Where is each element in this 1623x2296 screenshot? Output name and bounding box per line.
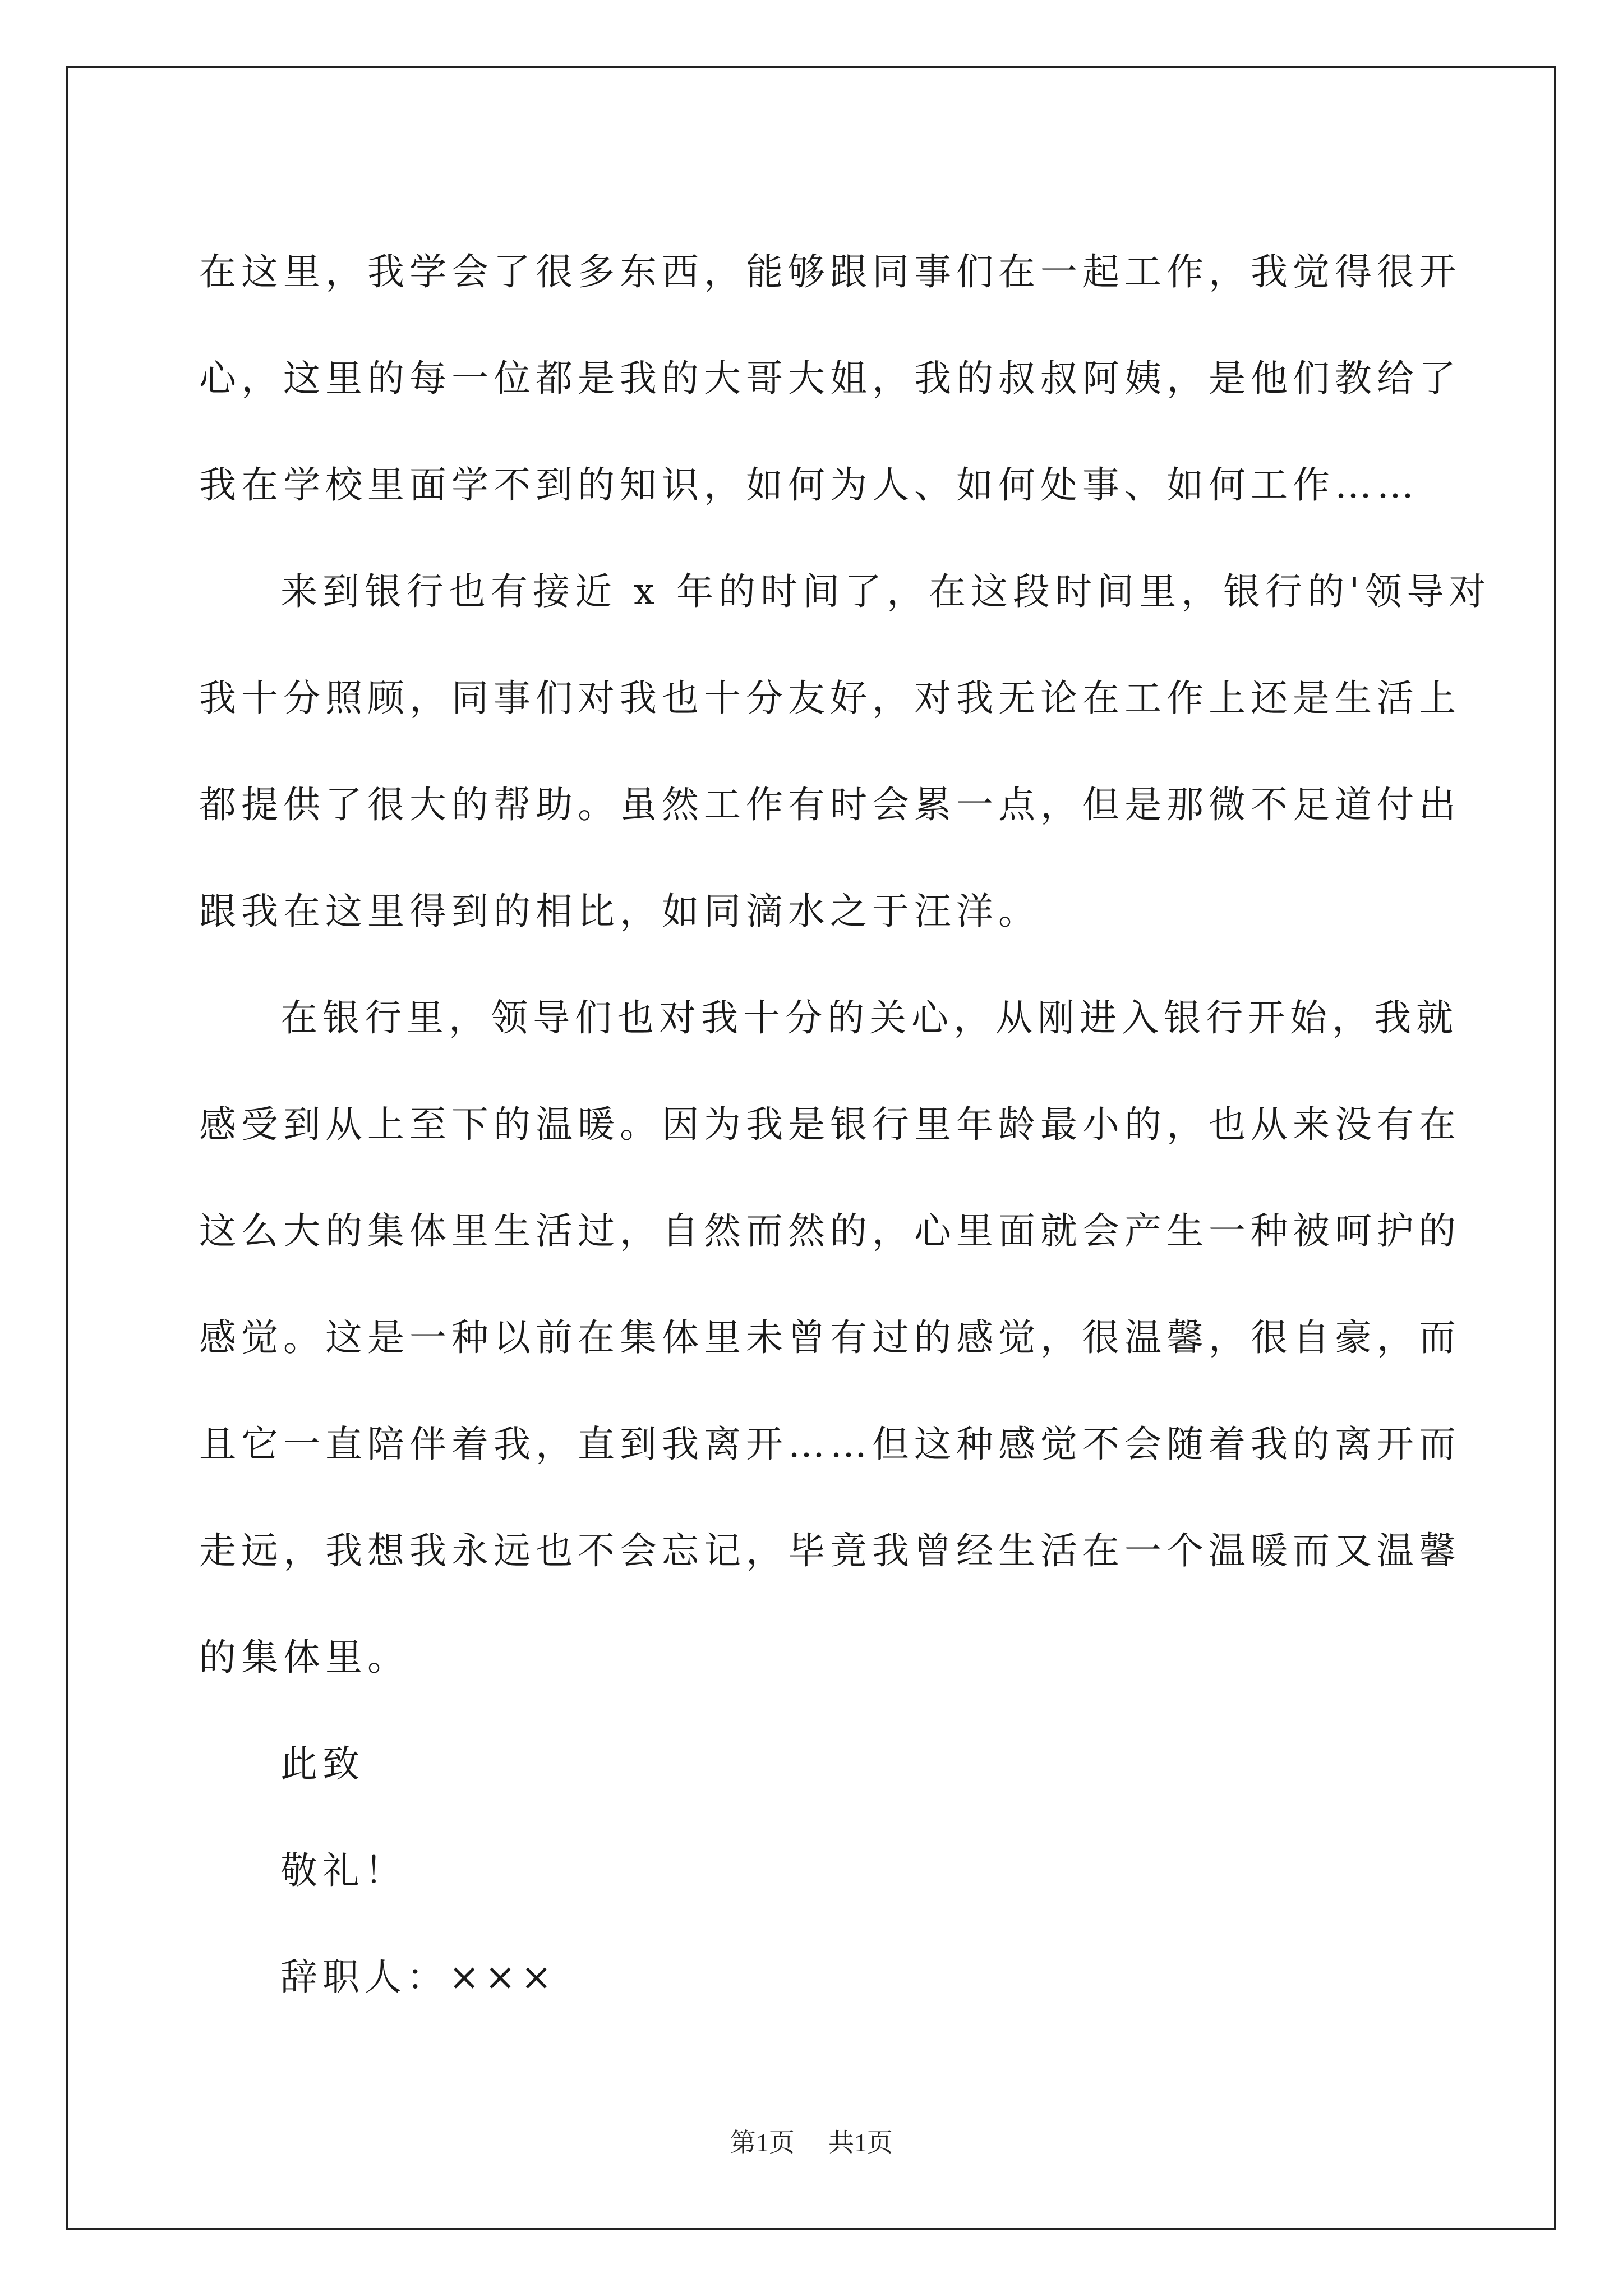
text-line: 都提供了很大的帮助。虽然工作有时会累一点，但是那微不足道付出 [199,783,1461,826]
text-line: 我在学校里面学不到的知识，如何为人、如何处事、如何工作…… [199,463,1419,507]
text-line: 在银行里，领导们也对我十分的关心，从刚进入银行开始，我就 [280,996,1458,1039]
letter-body [199,219,1491,2031]
text-line: 走远，我想我永远也不会忘记，毕竟我曾经生活在一个温暖而又温馨 [199,1529,1461,1572]
closing-regards: 敬礼！ [280,1849,407,1892]
text-line: 心，这里的每一位都是我的大哥大姐，我的叔叔阿姨，是他们教给了 [199,357,1461,400]
text-line: 感受到从上至下的温暖。因为我是银行里年龄最小的，也从来没有在 [199,1103,1461,1146]
text-line: 的集体里。 [199,1636,409,1679]
text-line: 在这里，我学会了很多东西，能够跟同事们在一起工作，我觉得很开 [199,250,1461,293]
text-line: 我十分照顾，同事们对我也十分友好，对我无论在工作上还是生活上 [199,677,1461,720]
text-line: 来到银行也有接近 x 年的时间了，在这段时间里，银行的'领导对 [280,570,1491,613]
signature-line: 辞职人：××× [280,1955,557,1999]
text-line: 跟我在这里得到的相比，如同滴水之于汪洋。 [199,890,1040,933]
text-line: 这么大的集体里生活过，自然而然的，心里面就会产生一种被呵护的 [199,1209,1461,1253]
page-footer [0,2126,1623,2160]
page-number-total: 共1页 [828,2128,893,2157]
text-line: 且它一直陪伴着我，直到我离开……但这种感觉不会随着我的离开而 [199,1423,1461,1466]
text-line: 感觉。这是一种以前在集体里未曾有过的感觉，很温馨，很自豪，而 [199,1316,1461,1359]
closing-salutation: 此致 [280,1742,365,1786]
page-number-current: 第1页 [730,2128,795,2157]
